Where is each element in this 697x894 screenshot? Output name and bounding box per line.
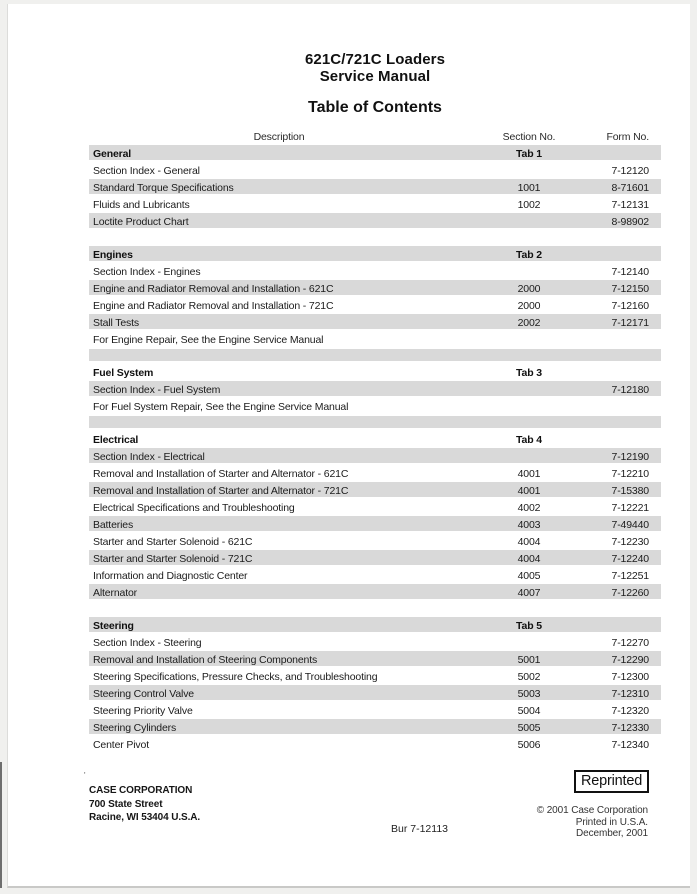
scan-edge-artifact — [0, 762, 2, 888]
row-description: Batteries — [93, 518, 134, 531]
table-row — [89, 162, 661, 179]
row-form-no: 7-12160 — [611, 299, 649, 312]
row-form-no: 7-12171 — [611, 316, 649, 329]
row-form-no: 7-12300 — [611, 670, 649, 683]
column-header-section-no: Section No. — [502, 130, 556, 143]
section-name: Engines — [93, 248, 133, 261]
row-description: Removal and Installation of Starter and Alternator - 721C — [93, 484, 349, 497]
row-section-no: 5003 — [517, 687, 541, 700]
section-name: Electrical — [93, 433, 139, 446]
row-section-no: 4001 — [517, 467, 541, 480]
section-form-blank — [589, 617, 661, 619]
table-row — [89, 213, 661, 230]
table-row — [89, 381, 661, 398]
table-row — [89, 280, 661, 297]
bur-form-number: Bur 7-12113 — [391, 823, 449, 835]
table-row — [89, 196, 661, 213]
row-section-no — [469, 213, 589, 215]
section-name: Fuel System — [93, 366, 154, 379]
section-header-steering — [89, 617, 661, 634]
row-form-no: 7-12221 — [611, 501, 649, 514]
section-header-electrical — [89, 431, 661, 448]
section-gap-row — [89, 601, 661, 617]
table-row — [89, 567, 661, 584]
section-gap-row — [89, 348, 661, 364]
row-section-no: 5006 — [517, 738, 541, 751]
row-section-no — [469, 331, 589, 333]
row-description: Information and Diagnostic Center — [93, 569, 248, 582]
section-name: Steering — [93, 619, 134, 632]
address-street: 700 State Street — [89, 798, 163, 810]
table-row — [89, 179, 661, 196]
row-section-no: 4003 — [517, 518, 541, 531]
table-row — [89, 482, 661, 499]
row-form-no: 7-49440 — [611, 518, 649, 531]
title-block — [89, 51, 661, 117]
row-form-no: 7-12180 — [611, 383, 649, 396]
row-section-no: 4001 — [517, 484, 541, 497]
table-row — [89, 584, 661, 601]
section-form-blank — [589, 145, 661, 147]
table-row — [89, 668, 661, 685]
row-description: Steering Control Valve — [93, 687, 194, 700]
table-row — [89, 685, 661, 702]
section-header-engines — [89, 246, 661, 263]
row-section-no: 5005 — [517, 721, 541, 734]
section-header-general — [89, 145, 661, 162]
section-tab: Tab 5 — [516, 619, 542, 632]
row-form-no: 7-12260 — [611, 586, 649, 599]
row-section-no — [469, 162, 589, 164]
table-row — [89, 499, 661, 516]
section-gap-row — [89, 230, 661, 246]
row-description: Alternator — [93, 586, 138, 599]
section-tab: Tab 4 — [516, 433, 542, 446]
address-city: Racine, WI 53404 U.S.A. — [89, 812, 201, 823]
row-description: Starter and Starter Solenoid - 721C — [93, 552, 253, 565]
section-gap-row — [89, 415, 661, 431]
row-description: Electrical Specifications and Troubleshooting — [93, 501, 295, 514]
reprinted-stamp: Reprinted — [574, 770, 649, 793]
table-row — [89, 550, 661, 567]
row-description: Standard Torque Specifications — [93, 181, 234, 194]
table-row — [89, 634, 661, 651]
row-description: Section Index - General — [93, 164, 200, 177]
section-form-blank — [589, 246, 661, 248]
table-row — [89, 702, 661, 719]
row-form-no: 7-12120 — [611, 164, 649, 177]
scan-artifact-mark: ' — [84, 771, 86, 780]
table-of-contents — [89, 128, 661, 753]
row-form-no: 8-98902 — [611, 215, 649, 228]
row-section-no: 1002 — [517, 198, 541, 211]
row-section-no: 1001 — [517, 181, 541, 194]
row-description: Steering Priority Valve — [93, 704, 193, 717]
column-header-form-no: Form No. — [606, 130, 649, 143]
row-form-no: 7-12131 — [611, 198, 649, 211]
row-description: Section Index - Fuel System — [93, 383, 221, 396]
row-description: Removal and Installation of Steering Components — [93, 653, 318, 666]
section-form-blank — [589, 431, 661, 433]
row-description: Center Pivot — [93, 738, 149, 751]
row-section-no — [469, 381, 589, 383]
row-section-no: 4005 — [517, 569, 541, 582]
table-row — [89, 331, 661, 348]
row-description: Engine and Radiator Removal and Installation - 621C — [93, 282, 334, 295]
row-description: Removal and Installation of Starter and Alternator - 621C — [93, 467, 349, 480]
row-form-no: 7-12230 — [611, 535, 649, 548]
row-section-no: 2000 — [517, 282, 541, 295]
row-section-no: 4004 — [517, 552, 541, 565]
row-description: Loctite Product Chart — [93, 215, 189, 228]
table-row — [89, 736, 661, 753]
row-description: Section Index - Electrical — [93, 450, 205, 463]
table-row — [89, 314, 661, 331]
row-section-no: 5001 — [517, 653, 541, 666]
copyright-block — [537, 805, 648, 840]
page-title-line2: Service Manual — [319, 68, 431, 85]
row-form-no — [589, 398, 661, 400]
table-row — [89, 516, 661, 533]
page-title-line1: 621C/721C Loaders — [304, 51, 446, 68]
row-form-no: 7-15380 — [611, 484, 649, 497]
row-form-no: 7-12140 — [611, 265, 649, 278]
row-section-no: 2000 — [517, 299, 541, 312]
toc-table-body — [89, 145, 661, 753]
row-section-no — [469, 634, 589, 636]
column-header-row — [89, 128, 661, 145]
publisher-address-block — [89, 784, 200, 825]
company-name: CASE CORPORATION — [89, 785, 193, 796]
row-section-no: 4002 — [517, 501, 541, 514]
section-name: General — [93, 147, 132, 160]
row-section-no: 5004 — [517, 704, 541, 717]
row-section-no: 2002 — [517, 316, 541, 329]
row-description: Engine and Radiator Removal and Installation - 721C — [93, 299, 334, 312]
row-description: Steering Specifications, Pressure Checks, and Troubleshooting — [93, 670, 378, 683]
row-description: Section Index - Engines — [93, 265, 201, 278]
row-section-no: 4004 — [517, 535, 541, 548]
table-row — [89, 448, 661, 465]
row-section-no: 5002 — [517, 670, 541, 683]
row-form-no: 7-12210 — [611, 467, 649, 480]
row-section-no — [469, 398, 589, 400]
section-tab: Tab 2 — [516, 248, 542, 261]
document-page — [7, 4, 690, 888]
row-form-no: 7-12190 — [611, 450, 649, 463]
section-tab: Tab 1 — [516, 147, 542, 160]
table-row — [89, 465, 661, 482]
column-header-description: Description — [253, 130, 305, 143]
row-description: Fluids and Lubricants — [93, 198, 190, 211]
row-description: For Engine Repair, See the Engine Service Manual — [93, 333, 324, 346]
section-tab: Tab 3 — [516, 366, 542, 379]
table-row — [89, 297, 661, 314]
table-row — [89, 719, 661, 736]
row-description: Section Index - Steering — [93, 636, 202, 649]
row-form-no: 7-12310 — [611, 687, 649, 700]
row-form-no — [589, 331, 661, 333]
page-subtitle: Table of Contents — [308, 99, 442, 116]
table-row — [89, 398, 661, 415]
row-form-no: 7-12251 — [611, 569, 649, 582]
row-description: Stall Tests — [93, 316, 140, 329]
row-description: Steering Cylinders — [93, 721, 177, 734]
printed-in-line: Printed in U.S.A. — [575, 816, 648, 828]
copyright-line: © 2001 Case Corporation — [536, 805, 648, 816]
row-description: For Fuel System Repair, See the Engine Service Manual — [93, 400, 349, 413]
row-form-no: 7-12240 — [611, 552, 649, 565]
row-section-no — [469, 448, 589, 450]
row-form-no: 7-12320 — [611, 704, 649, 717]
print-date-line: December, 2001 — [576, 828, 648, 839]
row-form-no: 8-71601 — [611, 181, 649, 194]
table-row — [89, 651, 661, 668]
row-form-no: 7-12290 — [611, 653, 649, 666]
row-section-no: 4007 — [517, 586, 541, 599]
row-description: Starter and Starter Solenoid - 621C — [93, 535, 253, 548]
row-form-no: 7-12340 — [611, 738, 649, 751]
row-section-no — [469, 263, 589, 265]
table-row — [89, 533, 661, 550]
table-row — [89, 263, 661, 280]
row-form-no: 7-12150 — [611, 282, 649, 295]
row-form-no: 7-12330 — [611, 721, 649, 734]
section-header-fuel-system — [89, 364, 661, 381]
section-form-blank — [589, 364, 661, 366]
row-form-no: 7-12270 — [611, 636, 649, 649]
